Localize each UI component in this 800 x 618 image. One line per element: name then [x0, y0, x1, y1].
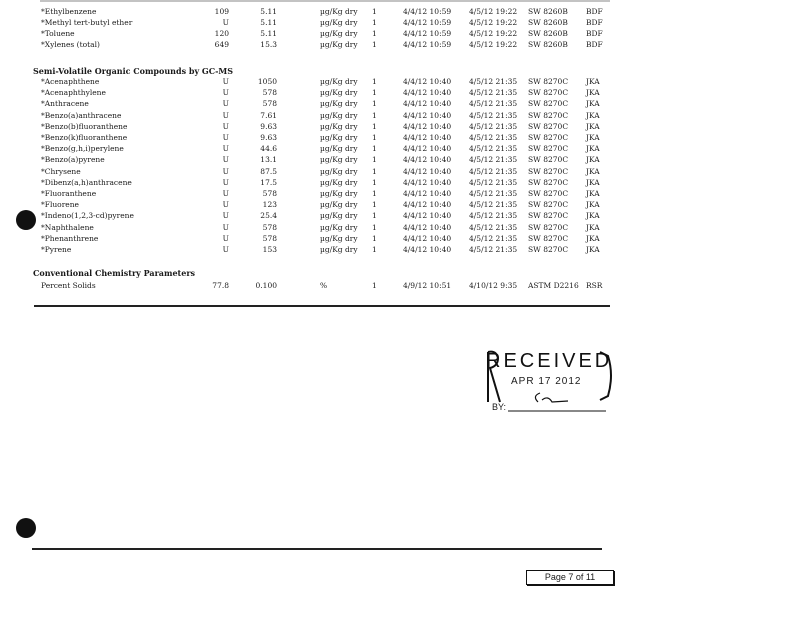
- prepared-date: 4/4/12 10:40: [403, 144, 452, 154]
- prepared-date: 4/4/12 10:59: [403, 40, 452, 49]
- reporting-limit: 578: [262, 88, 277, 98]
- analyzed-date: 4/5/12 21:35: [469, 211, 518, 221]
- dilution: 1: [372, 99, 377, 109]
- analyst: JKA: [586, 245, 600, 254]
- reporting-limit: 1050: [257, 77, 277, 86]
- method: SW 8270C: [528, 77, 569, 86]
- result-value: U: [222, 166, 229, 176]
- analyzed-date: 4/10/12 9:35: [469, 281, 518, 290]
- analyzed-date: 4/5/12 21:35: [469, 121, 518, 131]
- units: µg/Kg dry: [320, 211, 358, 221]
- stamp-received-text: RECEIVED: [486, 350, 613, 372]
- analyte-name: *Chrysene: [41, 166, 81, 176]
- units: µg/Kg dry: [320, 110, 358, 120]
- analyte-name: *Methyl tert-butyl ether: [41, 18, 133, 27]
- analyte-name: *Fluorene: [41, 200, 79, 210]
- analyzed-date: 4/5/12 21:35: [469, 99, 518, 109]
- reporting-limit: 17.5: [260, 177, 277, 187]
- units: µg/Kg dry: [320, 133, 358, 142]
- method: SW 8260B: [528, 7, 568, 16]
- analyte-name: *Pyrene: [41, 245, 72, 254]
- dilution: 1: [372, 166, 377, 176]
- prepared-date: 4/4/12 10:59: [403, 18, 452, 27]
- analyst: JKA: [586, 99, 600, 109]
- analyzed-date: 4/5/12 21:35: [469, 144, 518, 154]
- reporting-limit: 87.5: [260, 166, 277, 176]
- analyst: JKA: [586, 200, 600, 210]
- analyzed-date: 4/5/12 21:35: [469, 189, 518, 198]
- dilution: 1: [372, 121, 377, 131]
- method: SW 8270C: [528, 222, 569, 232]
- analyzed-date: 4/5/12 19:22: [469, 40, 518, 49]
- dilution: 1: [372, 200, 377, 210]
- prepared-date: 4/4/12 10:40: [403, 133, 452, 142]
- method: SW 8270C: [528, 133, 569, 142]
- svoc-section-title: Semi-Volatile Organic Compounds by GC-MS: [33, 66, 234, 76]
- analyte-name: *Benzo(g,h,i)perylene: [41, 144, 124, 154]
- prepared-date: 4/4/12 10:40: [403, 200, 452, 210]
- analyst: BDF: [586, 18, 603, 27]
- analyzed-date: 4/5/12 19:22: [469, 18, 518, 27]
- reporting-limit: 7.61: [260, 110, 277, 120]
- units: µg/Kg dry: [320, 245, 358, 254]
- method: SW 8270C: [528, 110, 569, 120]
- result-value: U: [222, 110, 229, 120]
- dilution: 1: [372, 144, 377, 154]
- page-number-box: Page 7 of 11: [526, 570, 614, 585]
- method: SW 8270C: [528, 233, 569, 243]
- method: SW 8260B: [528, 40, 568, 49]
- units: µg/Kg dry: [320, 121, 358, 131]
- analyzed-date: 4/5/12 19:22: [469, 29, 518, 38]
- analyte-name: *Fluoranthene: [41, 189, 97, 198]
- dilution: 1: [372, 211, 377, 221]
- prepared-date: 4/4/12 10:59: [403, 29, 452, 38]
- prepared-date: 4/4/12 10:40: [403, 177, 452, 187]
- analyst: BDF: [586, 40, 603, 49]
- method: SW 8260B: [528, 18, 568, 27]
- prepared-date: 4/4/12 10:40: [403, 88, 452, 98]
- result-value: U: [222, 222, 229, 232]
- analyst: JKA: [586, 88, 600, 98]
- units: µg/Kg dry: [320, 7, 358, 16]
- reporting-limit: 9.63: [260, 121, 277, 131]
- dilution: 1: [372, 88, 377, 98]
- analyte-name: *Benzo(a)pyrene: [41, 155, 105, 165]
- result-value: U: [222, 245, 229, 254]
- stamp-date: APR 17 2012: [511, 376, 582, 387]
- analyzed-date: 4/5/12 21:35: [469, 245, 518, 254]
- analyte-name: *Ethylbenzene: [41, 7, 97, 16]
- units: µg/Kg dry: [320, 144, 358, 154]
- analyzed-date: 4/5/12 21:35: [469, 88, 518, 98]
- result-value: U: [222, 99, 229, 109]
- prepared-date: 4/4/12 10:40: [403, 233, 452, 243]
- analyzed-date: 4/5/12 21:35: [469, 77, 518, 86]
- analyte-name: *Indeno(1,2,3-cd)pyrene: [41, 211, 134, 221]
- dilution: 1: [372, 18, 377, 27]
- analyzed-date: 4/5/12 21:35: [469, 155, 518, 165]
- method: SW 8270C: [528, 99, 569, 109]
- stamp-by-label: BY:: [492, 402, 507, 412]
- result-value: 120: [214, 29, 229, 38]
- method: SW 8270C: [528, 245, 569, 254]
- prepared-date: 4/4/12 10:40: [403, 77, 452, 86]
- method: SW 8270C: [528, 189, 569, 198]
- dilution: 1: [372, 281, 377, 290]
- units: µg/Kg dry: [320, 77, 358, 86]
- analyzed-date: 4/5/12 21:35: [469, 233, 518, 243]
- result-value: U: [222, 88, 229, 98]
- reporting-limit: 15.3: [260, 40, 277, 49]
- prepared-date: 4/4/12 10:40: [403, 222, 452, 232]
- method: SW 8270C: [528, 166, 569, 176]
- result-value: 77.8: [212, 281, 229, 290]
- dilution: 1: [372, 110, 377, 120]
- reporting-limit: 123: [262, 200, 277, 210]
- analyte-name: *Phenanthrene: [41, 233, 99, 243]
- units: µg/Kg dry: [320, 40, 358, 49]
- units: µg/Kg dry: [320, 233, 358, 243]
- reporting-limit: 578: [262, 189, 277, 198]
- units: %: [320, 281, 328, 290]
- dilution: 1: [372, 245, 377, 254]
- analyte-name: *Benzo(a)anthracene: [41, 110, 122, 120]
- prepared-date: 4/4/12 10:59: [403, 7, 452, 16]
- analyte-name: *Acenaphthene: [41, 77, 100, 86]
- result-value: U: [222, 211, 229, 221]
- result-value: U: [222, 177, 229, 187]
- analyst: JKA: [586, 110, 600, 120]
- reporting-limit: 153: [262, 245, 277, 254]
- units: µg/Kg dry: [320, 99, 358, 109]
- analyst: BDF: [586, 29, 603, 38]
- method: SW 8270C: [528, 121, 569, 131]
- analyst: JKA: [586, 189, 600, 198]
- result-value: U: [222, 144, 229, 154]
- analyte-name: *Xylenes (total): [41, 40, 100, 49]
- units: µg/Kg dry: [320, 189, 358, 198]
- reporting-limit: 13.1: [260, 155, 277, 165]
- units: µg/Kg dry: [320, 18, 358, 27]
- units: µg/Kg dry: [320, 200, 358, 210]
- method: SW 8270C: [528, 155, 569, 165]
- conventional-section-title: Conventional Chemistry Parameters: [33, 268, 196, 278]
- result-value: U: [222, 233, 229, 243]
- result-value: 109: [214, 7, 229, 16]
- dilution: 1: [372, 40, 377, 49]
- analyst: JKA: [586, 155, 600, 165]
- prepared-date: 4/4/12 10:40: [403, 110, 452, 120]
- analyst: RSR: [586, 281, 603, 290]
- result-value: 649: [214, 40, 229, 49]
- analyst: JKA: [586, 222, 600, 232]
- reporting-limit: 578: [262, 233, 277, 243]
- result-value: U: [222, 77, 229, 86]
- dilution: 1: [372, 177, 377, 187]
- analyzed-date: 4/5/12 21:35: [469, 222, 518, 232]
- prepared-date: 4/4/12 10:40: [403, 155, 452, 165]
- analyst: JKA: [586, 133, 600, 142]
- prepared-date: 4/4/12 10:40: [403, 166, 452, 176]
- analyte-name: *Benzo(b)fluoranthene: [41, 121, 128, 131]
- reporting-limit: 0.100: [255, 281, 277, 290]
- analyst: JKA: [586, 77, 600, 86]
- dilution: 1: [372, 189, 377, 198]
- dilution: 1: [372, 222, 377, 232]
- prepared-date: 4/9/12 10:51: [403, 281, 452, 290]
- units: µg/Kg dry: [320, 222, 358, 232]
- dilution: 1: [372, 77, 377, 86]
- units: µg/Kg dry: [320, 88, 358, 98]
- result-value: U: [222, 133, 229, 142]
- dilution: 1: [372, 155, 377, 165]
- analyzed-date: 4/5/12 19:22: [469, 7, 518, 16]
- reporting-limit: 5.11: [260, 18, 277, 27]
- analyte-name: Percent Solids: [41, 281, 96, 290]
- reporting-limit: 578: [262, 99, 277, 109]
- analyzed-date: 4/5/12 21:35: [469, 133, 518, 142]
- analyzed-date: 4/5/12 21:35: [469, 110, 518, 120]
- analyst: JKA: [586, 211, 600, 221]
- prepared-date: 4/4/12 10:40: [403, 121, 452, 131]
- prepared-date: 4/4/12 10:40: [403, 245, 452, 254]
- reporting-limit: 9.63: [260, 133, 277, 142]
- reporting-limit: 5.11: [260, 29, 277, 38]
- result-value: U: [222, 189, 229, 198]
- analyte-name: *Acenaphthylene: [41, 88, 106, 98]
- analyst: JKA: [586, 233, 600, 243]
- analyte-name: *Anthracene: [41, 99, 89, 109]
- units: µg/Kg dry: [320, 155, 358, 165]
- prepared-date: 4/4/12 10:40: [403, 189, 452, 198]
- method: ASTM D2216: [528, 281, 579, 290]
- units: µg/Kg dry: [320, 177, 358, 187]
- reporting-limit: 44.6: [260, 144, 277, 154]
- prepared-date: 4/4/12 10:40: [403, 211, 452, 221]
- method: SW 8260B: [528, 29, 568, 38]
- punch-hole-bottom: [16, 518, 36, 538]
- dilution: 1: [372, 133, 377, 142]
- analyst: JKA: [586, 121, 600, 131]
- analyte-name: *Dibenz(a,h)anthracene: [41, 177, 132, 187]
- reporting-limit: 5.11: [260, 7, 277, 16]
- dilution: 1: [372, 233, 377, 243]
- dilution: 1: [372, 7, 377, 16]
- analyst: JKA: [586, 177, 600, 187]
- prepared-date: 4/4/12 10:40: [403, 99, 452, 109]
- analyst: BDF: [586, 7, 603, 16]
- result-value: U: [222, 121, 229, 131]
- method: SW 8270C: [528, 88, 569, 98]
- analyte-name: *Naphthalene: [41, 222, 94, 232]
- analyte-name: *Toluene: [41, 29, 75, 38]
- result-value: U: [222, 18, 229, 27]
- result-value: U: [222, 155, 229, 165]
- method: SW 8270C: [528, 177, 569, 187]
- units: µg/Kg dry: [320, 166, 358, 176]
- analyst: JKA: [586, 166, 600, 176]
- reporting-limit: 25.4: [260, 211, 277, 221]
- analyzed-date: 4/5/12 21:35: [469, 177, 518, 187]
- method: SW 8270C: [528, 200, 569, 210]
- punch-hole-top: [16, 210, 36, 230]
- method: SW 8270C: [528, 211, 569, 221]
- analyzed-date: 4/5/12 21:35: [469, 166, 518, 176]
- units: µg/Kg dry: [320, 29, 358, 38]
- analyst: JKA: [586, 144, 600, 154]
- reporting-limit: 578: [262, 222, 277, 232]
- method: SW 8270C: [528, 144, 569, 154]
- dilution: 1: [372, 29, 377, 38]
- footer-divider: [32, 548, 602, 550]
- analyte-name: *Benzo(k)fluoranthene: [41, 133, 128, 142]
- signature-scribble: [535, 393, 568, 402]
- analyzed-date: 4/5/12 21:35: [469, 200, 518, 210]
- result-value: U: [222, 200, 229, 210]
